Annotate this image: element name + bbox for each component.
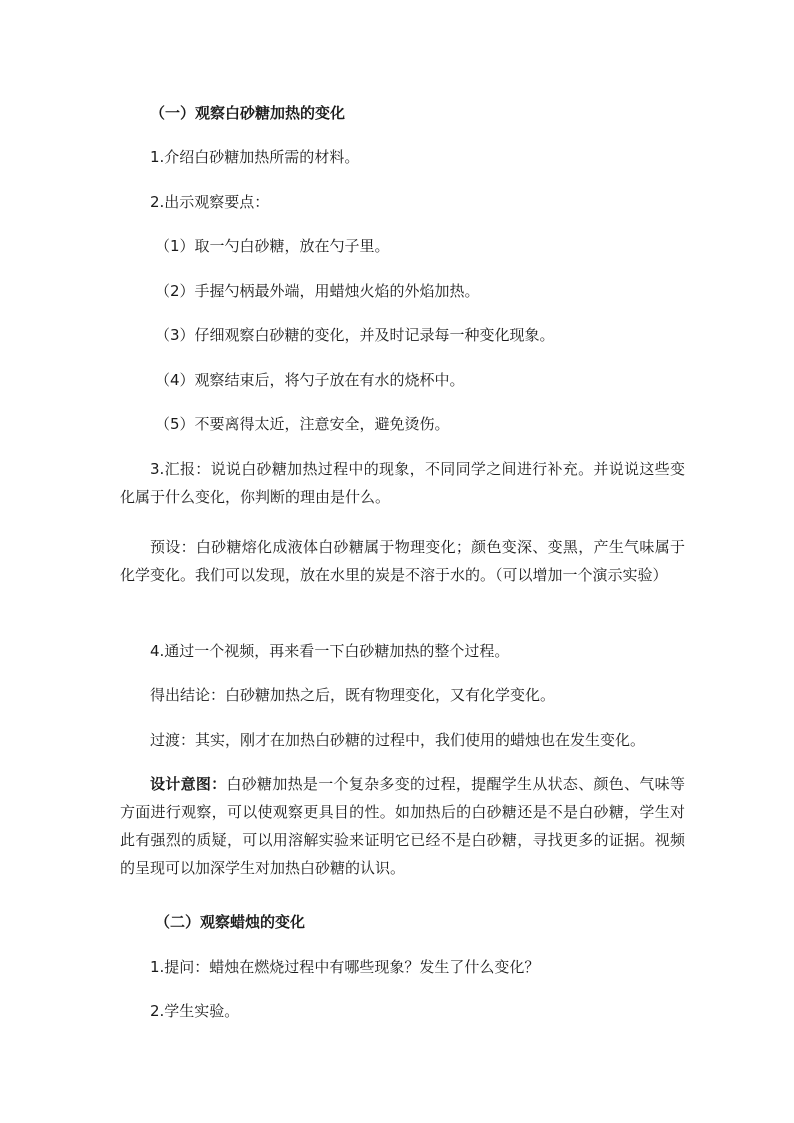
observation-point-1: （1）取一勺白砂糖，放在勺子里。: [155, 237, 390, 255]
section2-item2: 2.学生实验。: [150, 1002, 240, 1020]
section2-heading: （二）观察蜡烛的变化: [155, 913, 306, 931]
design-intent-label: 设计意图：: [150, 775, 227, 793]
conclusion-line: 得出结论：白砂糖加热之后，既有物理变化，又有化学变化。: [150, 686, 556, 704]
section2-item1: 1.提问：蜡烛在燃烧过程中有哪些现象？发生了什么变化？: [150, 958, 540, 976]
section1-heading: （一）观察白砂糖加热的变化: [150, 104, 346, 122]
design-intent-paragraph: [120, 770, 685, 882]
observation-point-4: （4）观察结束后，将勺子放在有水的烧杯中。: [155, 371, 465, 389]
transition-line: 过渡：其实，刚才在加热白砂糖的过程中，我们使用的蜡烛也在发生变化。: [150, 731, 646, 749]
section1-item1: 1.介绍白砂糖加热所需的材料。: [150, 148, 360, 166]
section1-item3: 3.汇报：说说白砂糖加热过程中的现象，不同同学之间进行补充。并说说这些变化属于什么变化，你判断的理由是什么。: [120, 460, 685, 506]
observation-point-3: （3）仔细观察白砂糖的变化，并及时记录每一种变化现象。: [155, 326, 555, 344]
section1-item4: 4.通过一个视频，再来看一下白砂糖加热的整个过程。: [150, 642, 510, 660]
observation-point-2: （2）手握勺柄最外端，用蜡烛火焰的外焰加热。: [155, 282, 480, 300]
preset-paragraph: 预设：白砂糖熔化成液体白砂糖属于物理变化；颜色变深、变黑，产生气味属于化学变化。我们可以发现，放在水里的炭是不溶于水的。（可以增加一个演示实验）: [120, 538, 685, 584]
design-intent-text: 白砂糖加热是一个复杂多变的过程，提醒学生从状态、颜色、气味等方面进行观察，可以使观察更具目的性。如加热后的白砂糖还是不是白砂糖，学生对此有强烈的质疑，可以用溶解实验来证明它已经不是白砂糖，寻找更多的证据。视频的呈现可以加深学生对加热白砂糖的认识。: [120, 775, 685, 877]
observation-point-5: （5）不要离得太近，注意安全，避免烫伤。: [155, 415, 450, 433]
section1-item2: 2.出示观察要点：: [150, 193, 270, 211]
